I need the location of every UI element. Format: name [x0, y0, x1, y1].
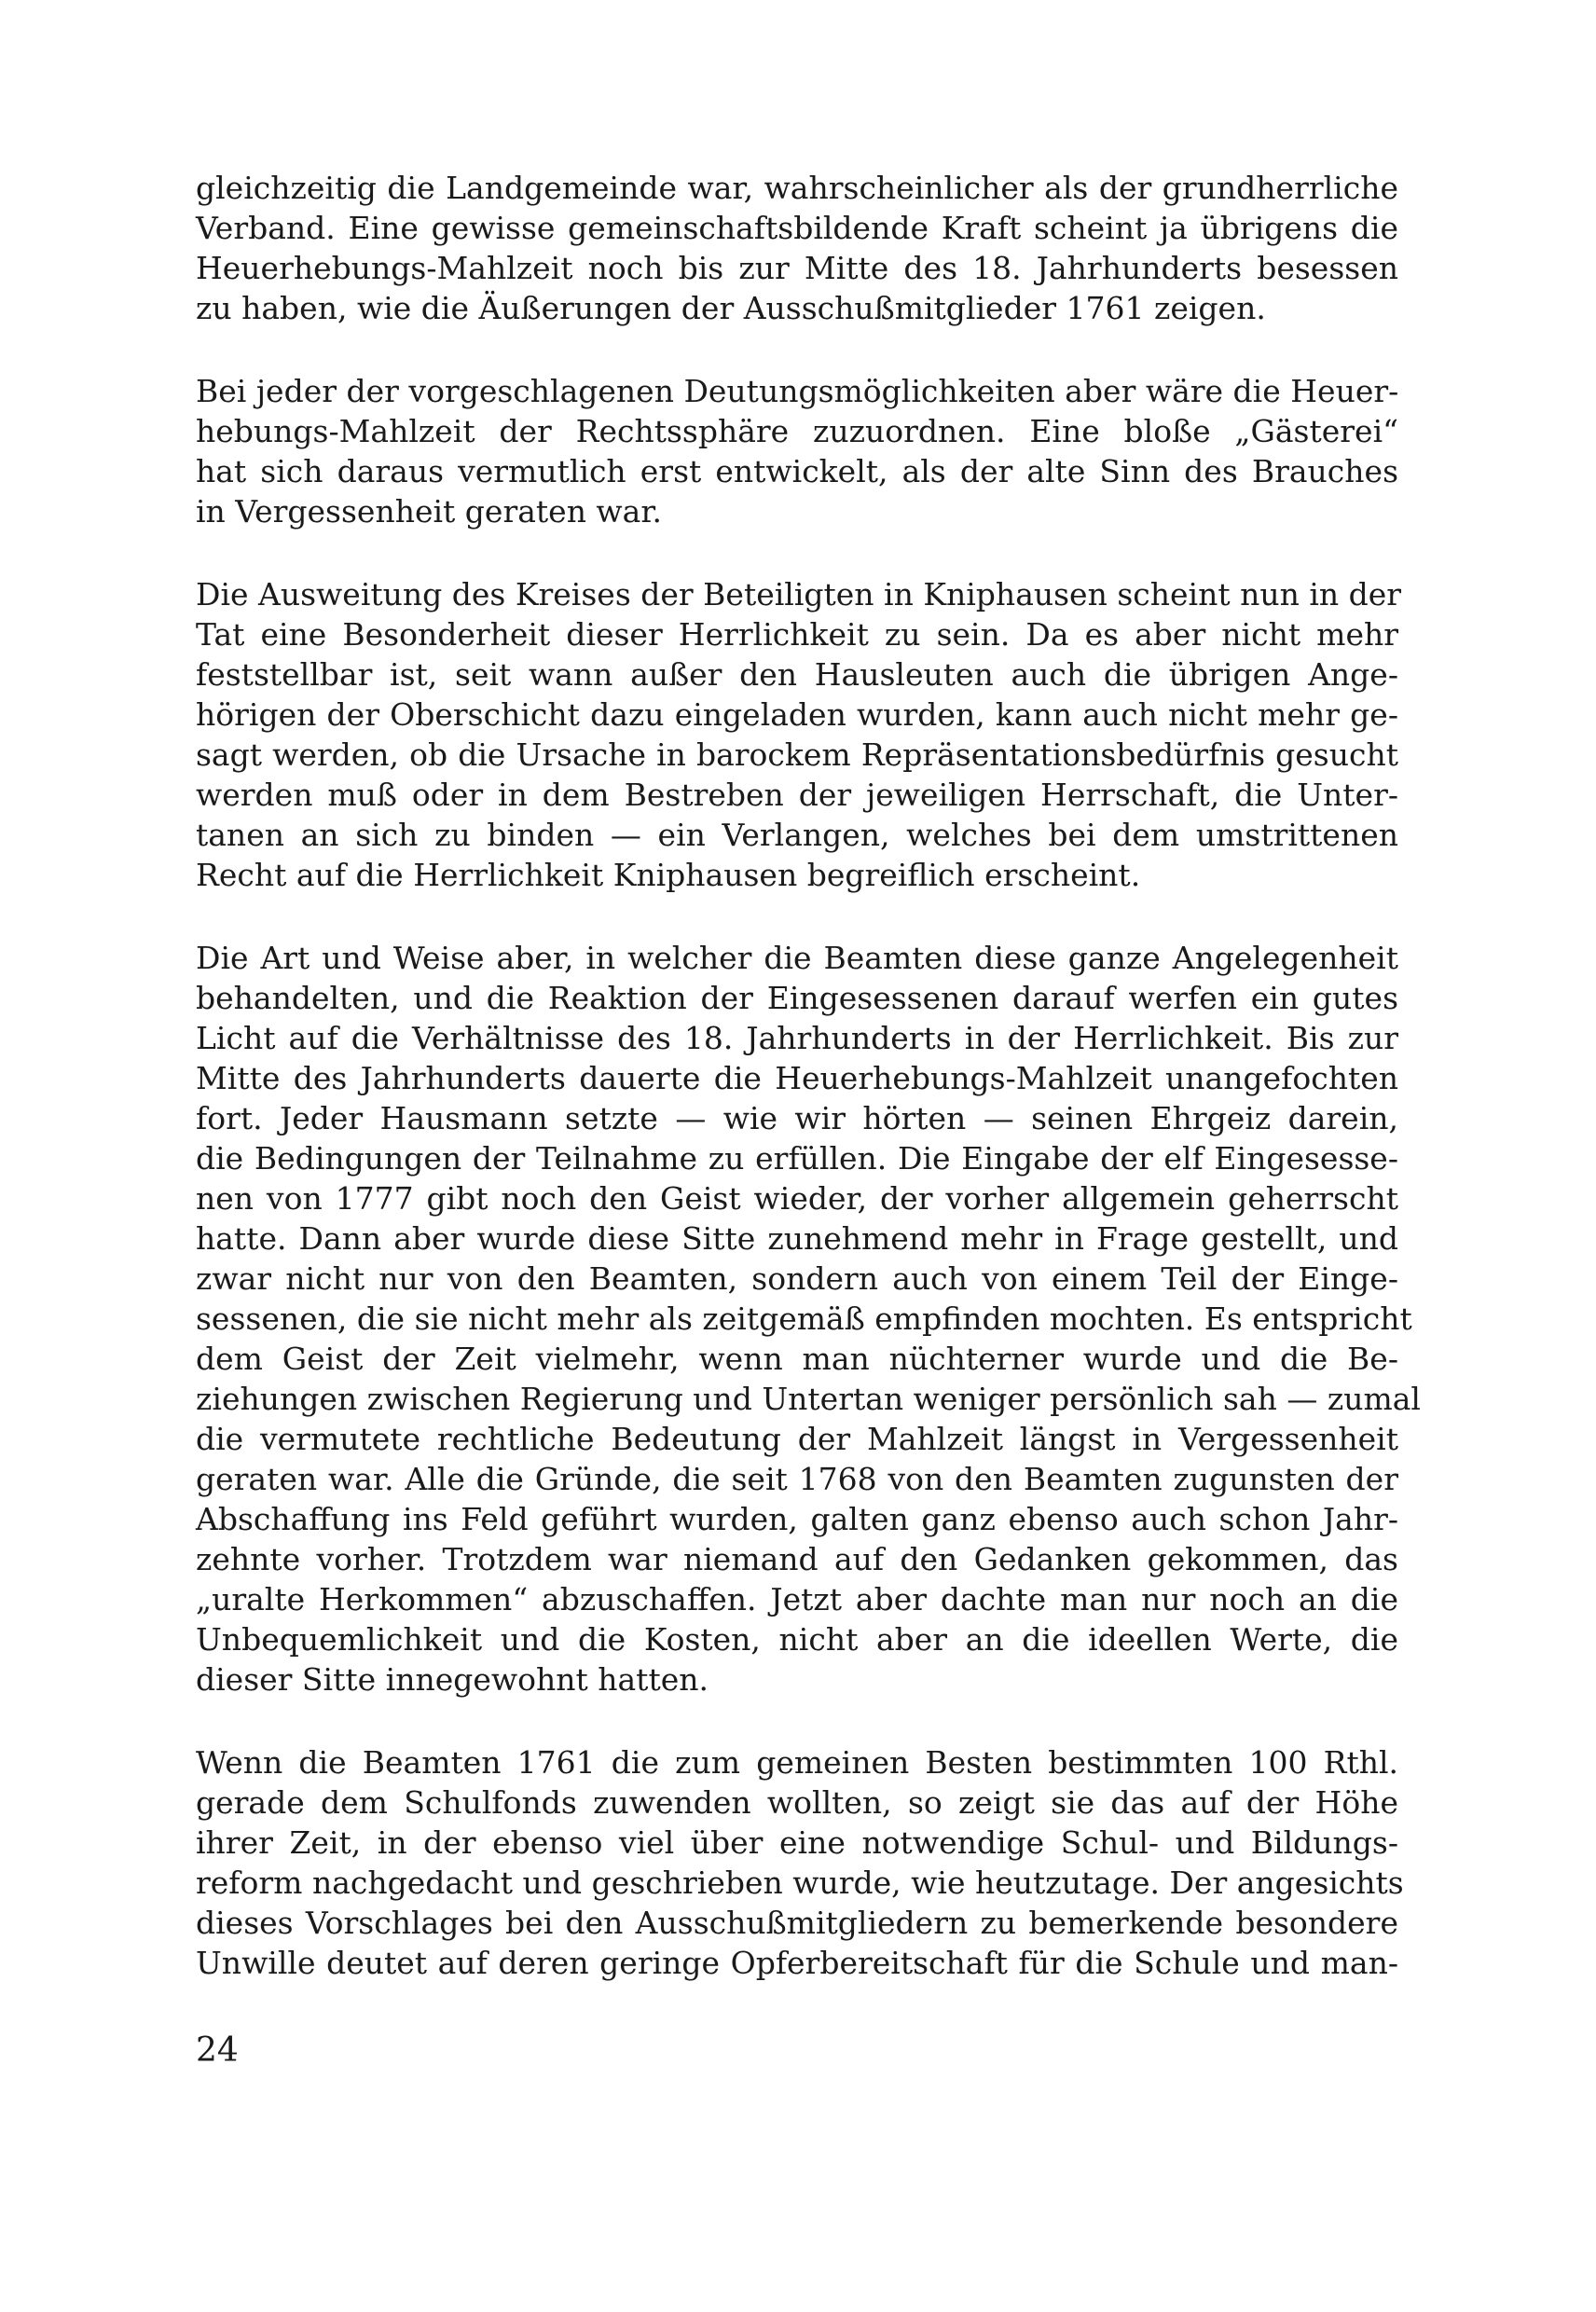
text-line: in Vergessenheit geraten war. — [196, 493, 662, 530]
paragraph — [196, 1742, 1404, 1983]
text-line: Bei jeder der vorgeschlagenen Deutungsmöglichkeiten aber wäre die Heuer- — [196, 373, 1399, 409]
text-line: Heuerhebungs-Mahlzeit noch bis zur Mitte des 18. Jahrhunderts besessen — [196, 250, 1398, 286]
text-line: tanen an sich zu binden — ein Verlangen, welches bei dem umstrittenen — [196, 817, 1398, 853]
text-line: zwar nicht nur von den Beamten, sondern auch von einem Teil der Einge- — [196, 1260, 1398, 1297]
text-line: hebungs-Mahlzeit der Rechtssphäre zuzuordnen. Eine bloße „Gästerei“ — [196, 413, 1398, 449]
text-line: gleichzeitig die Landgemeinde war, wahrscheinlicher als der grundherrliche — [196, 170, 1398, 206]
text-line: Unwille deutet auf deren geringe Opferbereitschaft für die Schule und man- — [196, 1945, 1398, 1981]
text-line: fort. Jeder Hausmann setzte — wie wir hörten — seinen Ehrgeiz darein, — [196, 1100, 1398, 1136]
text-line: Unbequemlichkeit und die Kosten, nicht aber an die ideellen Werte, die — [196, 1621, 1398, 1658]
text-line: „uralte Herkommen“ abzuschaffen. Jetzt aber dachte man nur noch an die — [196, 1581, 1398, 1617]
text-line: zu haben, wie die Äußerungen der Ausschußmitglieder 1761 zeigen. — [196, 290, 1266, 326]
text-line: Abschaffung ins Feld geführt wurden, galten ganz ebenso auch schon Jahr- — [196, 1501, 1398, 1537]
text-line: reform nachgedacht und geschrieben wurde, wie heutzutage. Der angesichts — [196, 1865, 1404, 1901]
text-line: werden muß oder in dem Bestreben der jeweiligen Herrschaft, die Unter- — [196, 777, 1398, 813]
text-line: Die Art und Weise aber, in welcher die Beamten diese ganze Angelegenheit — [196, 940, 1398, 976]
text-line: ihrer Zeit, in der ebenso viel über eine notwendige Schul- und Bildungs- — [196, 1824, 1398, 1861]
text-line: die Bedingungen der Teilnahme zu erfüllen. Die Eingabe der elf Eingesesse- — [196, 1140, 1398, 1177]
text-line: gerade dem Schulfonds zuwenden wollten, so zeigt sie das auf der Höhe — [196, 1784, 1398, 1821]
text-line: Die Ausweitung des Kreises der Beteiligten in Kniphausen scheint nun in der — [196, 576, 1402, 612]
paragraph — [196, 168, 1398, 328]
text-line: Licht auf die Verhältnisse des 18. Jahrhunderts in der Herrlichkeit. Bis zur — [196, 1020, 1398, 1056]
page-body — [196, 168, 1421, 2026]
text-line: hatte. Dann aber wurde diese Sitte zunehmend mehr in Frage gestellt, und — [196, 1220, 1398, 1257]
text-line: Verband. Eine gewisse gemeinschaftsbildende Kraft scheint ja übrigens die — [196, 210, 1398, 246]
text-line: geraten war. Alle die Gründe, die seit 1768 von den Beamten zugunsten der — [196, 1461, 1398, 1497]
text-line: Tat eine Besonderheit dieser Herrlichkeit zu sein. Da es aber nicht mehr — [196, 616, 1398, 653]
text-line: zehnte vorher. Trotzdem war niemand auf den Gedanken gekommen, das — [196, 1541, 1398, 1577]
page-number: 24 — [196, 2031, 239, 2070]
text-line: sagt werden, ob die Ursache in barockem Repräsentationsbedürfnis gesucht — [196, 736, 1398, 773]
text-line: hörigen der Oberschicht dazu eingeladen wurden, kann auch nicht mehr ge- — [196, 696, 1398, 733]
text-line: behandelten, und die Reaktion der Eingesessenen darauf werfen ein gutes — [196, 980, 1398, 1016]
text-line: Wenn die Beamten 1761 die zum gemeinen Besten bestimmten 100 Rthl. — [196, 1744, 1398, 1781]
text-line: Mitte des Jahrhunderts dauerte die Heuerhebungs-Mahlzeit unangefochten — [196, 1060, 1398, 1096]
text-line: hat sich daraus vermutlich erst entwickelt, als der alte Sinn des Brauches — [196, 453, 1398, 489]
text-line: feststellbar ist, seit wann außer den Hausleuten auch die übrigen Ange- — [196, 656, 1398, 693]
paragraph — [196, 371, 1398, 531]
text-line: sessenen, die sie nicht mehr als zeitgemäß empfinden mochten. Es entspricht — [196, 1300, 1412, 1337]
text-line: ziehungen zwischen Regierung und Untertan weniger persönlich sah — zumal — [196, 1381, 1421, 1417]
text-line: Recht auf die Herrlichkeit Kniphausen begreiflich erscheint. — [196, 857, 1141, 893]
text-line: die vermutete rechtliche Bedeutung der Mahlzeit längst in Vergessenheit — [196, 1421, 1398, 1457]
text-line: dieses Vorschlages bei den Ausschußmitgliedern zu bemerkende besondere — [196, 1905, 1398, 1941]
paragraph — [196, 938, 1421, 1700]
text-line: nen von 1777 gibt noch den Geist wieder, der vorher allgemein geherrscht — [196, 1180, 1398, 1217]
text-line: dem Geist der Zeit vielmehr, wenn man nüchterner wurde und die Be- — [196, 1341, 1398, 1377]
paragraph — [196, 574, 1402, 895]
text-line: dieser Sitte innegewohnt hatten. — [196, 1661, 709, 1698]
